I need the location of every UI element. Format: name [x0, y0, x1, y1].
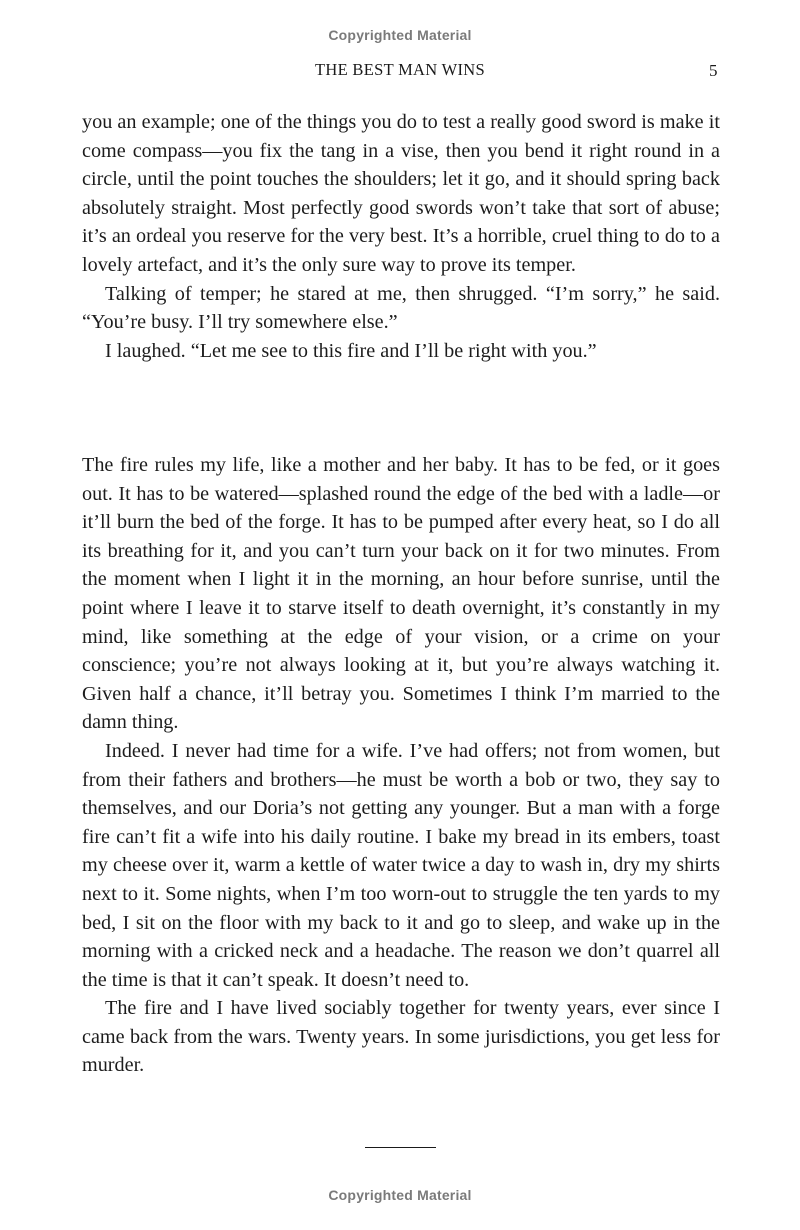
paragraph: I laughed. “Let me see to this fire and I’ll be right with you.” — [105, 339, 597, 362]
section-1 — [82, 108, 720, 365]
section-2 — [82, 451, 720, 1080]
page-number: 5 — [709, 61, 718, 80]
copyright-watermark-bottom: Copyrighted Material — [328, 1187, 472, 1203]
running-head-title: THE BEST MAN WINS — [315, 60, 485, 79]
paragraph: The fire rules my life, like a mother and her baby. It has to be fed, or it goes out. It has to be watered—splashed round the edge of the bed with a ladle—or it’ll burn the bed of the forge. It has to be pumped after every heat, so I do all its breathing for it, and you can’t turn your back on it for two minutes. From the moment when I light it in the morning, an hour before sunrise, until the point where I leave it to starve itself to death overnight, it’s constantly in my mind, like something at the edge of your vision, or a crime on your conscience; you’re not always looking at it, but you’re always watching it. Given half a chance, it’ll betray you. Sometimes I think I’m married to the damn thing. — [82, 454, 720, 734]
paragraph: The fire and I have lived sociably together for twenty years, ever since I came back from the wars. Twenty years. In some jurisdictions, you get less for murder. — [82, 997, 720, 1077]
paragraph: Indeed. I never had time for a wife. I’ve had offers; not from women, but from their fathers and brothers—he must be worth a bob or two, they say to themselves, and our Doria’s not getting any younger. But a man with a forge fire can’t fit a wife into his daily routine. I bake my bread in its embers, toast my cheese over it, warm a kettle of water twice a day to wash in, dry my shirts next to it. Some nights, when I’m too worn-out to struggle the ten yards to my bed, I sit on the floor with my back to it and go to sleep, and wake up in the morning with a cricked neck and a headache. The reason we don’t quarrel all the time is that it can’t speak. It doesn’t need to. — [82, 739, 720, 991]
section-break-rule — [365, 1147, 436, 1148]
paragraph: you an example; one of the things you do to test a really good sword is make it come compass—you fix the tang in a vise, then you bend it right round in a circle, until the point touches the shoulders; let it go, and it should spring back absolutely straight. Most perfectly good swords won’t take that sort of abuse; it’s an ordeal you reserve for the very best. It’s a horrible, cruel thing to do to a lovely artefact, and it’s the only sure way to prove its temper. — [82, 111, 720, 276]
copyright-watermark-top: Copyrighted Material — [328, 27, 472, 43]
paragraph: Talking of temper; he stared at me, then shrugged. “I’m sorry,” he said. “You’re busy. I’ll try somewhere else.” — [82, 282, 720, 334]
